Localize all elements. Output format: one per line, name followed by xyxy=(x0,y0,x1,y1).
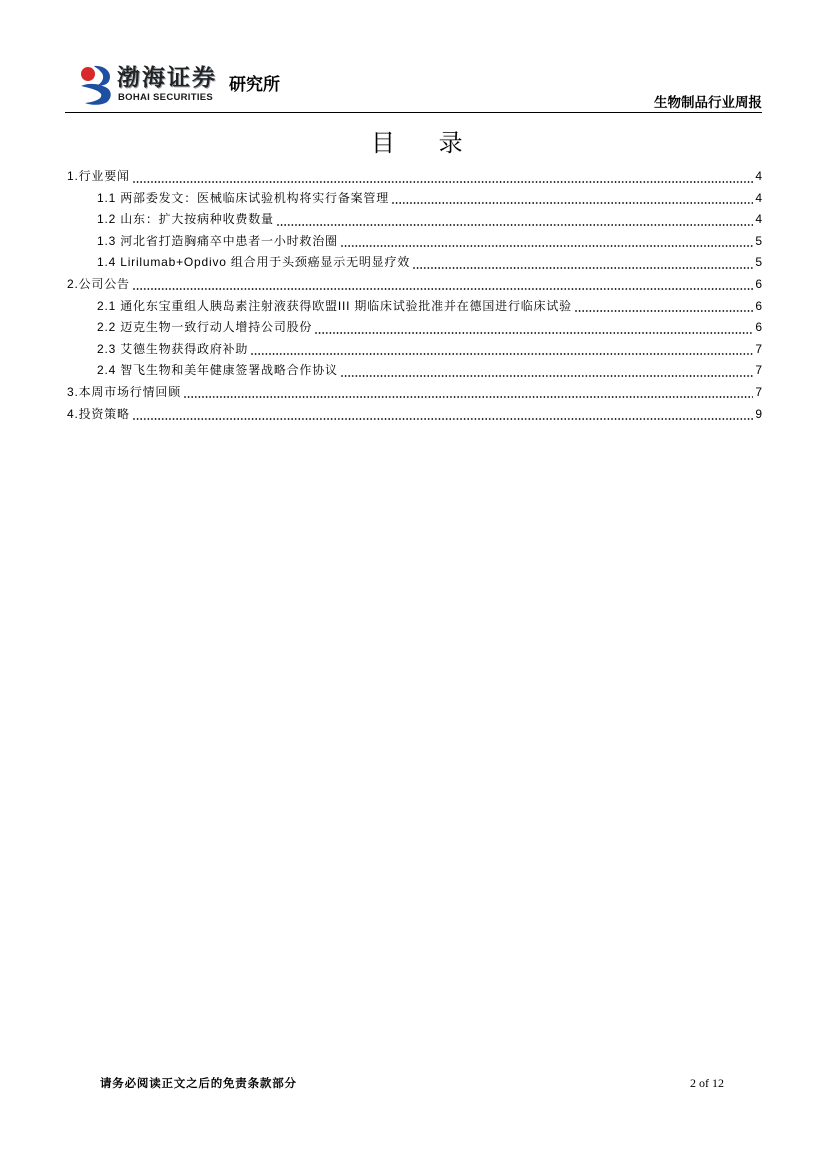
toc-entry-2-3[interactable] xyxy=(67,339,762,361)
toc-entry-page: 6 xyxy=(755,298,762,313)
toc-entry-label: 1.4 Lirilumab+Opdivo 组合用于头颈癌显示无明显疗效 xyxy=(97,255,411,270)
toc-entry-page: 6 xyxy=(755,320,762,335)
toc-entry-label: 2.1 通化东宝重组人胰岛素注射液获得欧盟III 期临床试验批准并在德国进行临床试验 xyxy=(97,298,572,313)
toc-entry-page: 7 xyxy=(755,363,762,378)
toc-entry-1-2[interactable] xyxy=(67,209,762,231)
dot-leader xyxy=(133,274,754,296)
dot-leader xyxy=(341,360,753,382)
toc-entry-page: 9 xyxy=(755,406,762,421)
dot-leader xyxy=(341,231,753,253)
dot-leader xyxy=(413,252,753,274)
toc-entry-page: 4 xyxy=(755,212,762,227)
dot-leader xyxy=(277,209,753,231)
toc-entry-1-3[interactable] xyxy=(67,231,762,253)
company-name-cn: 渤海证券 xyxy=(117,65,217,91)
bohai-logo-icon xyxy=(77,64,113,106)
toc-entry-2-1[interactable] xyxy=(67,296,762,318)
dot-leader xyxy=(133,166,754,188)
toc-entry-page: 7 xyxy=(755,341,762,356)
toc-entry-section-2[interactable] xyxy=(67,274,762,296)
page-indicator: 2 of 12 xyxy=(690,1076,724,1090)
toc-entry-2-2[interactable] xyxy=(67,317,762,339)
dot-leader xyxy=(315,317,753,339)
dot-leader xyxy=(133,404,754,426)
logo-upper-swoosh xyxy=(94,66,110,85)
toc-entry-label: 2.4 智飞生物和美年健康签署战略合作协议 xyxy=(97,363,338,378)
logo-lower-swoosh xyxy=(81,84,111,105)
toc-entry-label: 2.2 迈克生物一致行动人增持公司股份 xyxy=(97,320,313,335)
toc-entry-label: 1.行业要闻 xyxy=(67,169,130,183)
toc-entry-section-1[interactable] xyxy=(67,166,762,188)
logo-red-dot xyxy=(81,67,95,81)
disclaimer-note: 请务必阅读正文之后的免责条款部分 xyxy=(100,1076,297,1090)
toc-entry-page: 5 xyxy=(755,233,762,248)
company-name-en: BOHAI SECURITIES xyxy=(118,92,214,103)
toc-entry-label: 2.3 艾德生物获得政府补助 xyxy=(97,341,249,356)
toc-entry-2-4[interactable] xyxy=(67,360,762,382)
toc-title: 目 录 xyxy=(371,129,481,157)
toc-entry-label: 1.3 河北省打造胸痛卒中患者一小时救治圈 xyxy=(97,233,338,248)
toc-entry-1-1[interactable] xyxy=(67,188,762,210)
report-type-label: 生物制品行业周报 xyxy=(654,95,762,111)
toc-entry-page: 7 xyxy=(755,384,762,399)
dot-leader xyxy=(575,296,753,318)
toc-entry-section-3[interactable] xyxy=(67,382,762,404)
toc-entry-label: 1.1 两部委发文：医械临床试验机构将实行备案管理 xyxy=(97,190,390,205)
toc-entry-label: 4.投资策略 xyxy=(67,406,130,421)
toc-entry-label: 2.公司公告 xyxy=(67,276,130,291)
toc-entry-1-4[interactable] xyxy=(67,252,762,274)
table-of-contents xyxy=(67,166,762,425)
department-label: 研究所 xyxy=(229,75,280,95)
toc-entry-page: 5 xyxy=(755,255,762,270)
toc-entry-page: 4 xyxy=(755,169,762,183)
toc-entry-page: 4 xyxy=(755,190,762,205)
dot-leader xyxy=(251,339,753,361)
toc-entry-section-4[interactable] xyxy=(67,404,762,426)
dot-leader xyxy=(184,382,753,404)
toc-entry-page: 6 xyxy=(755,276,762,291)
header-divider xyxy=(65,112,762,113)
dot-leader xyxy=(392,188,753,210)
toc-entry-label: 3.本周市场行情回顾 xyxy=(67,384,182,399)
toc-entry-label: 1.2 山东：扩大按病种收费数量 xyxy=(97,212,274,227)
